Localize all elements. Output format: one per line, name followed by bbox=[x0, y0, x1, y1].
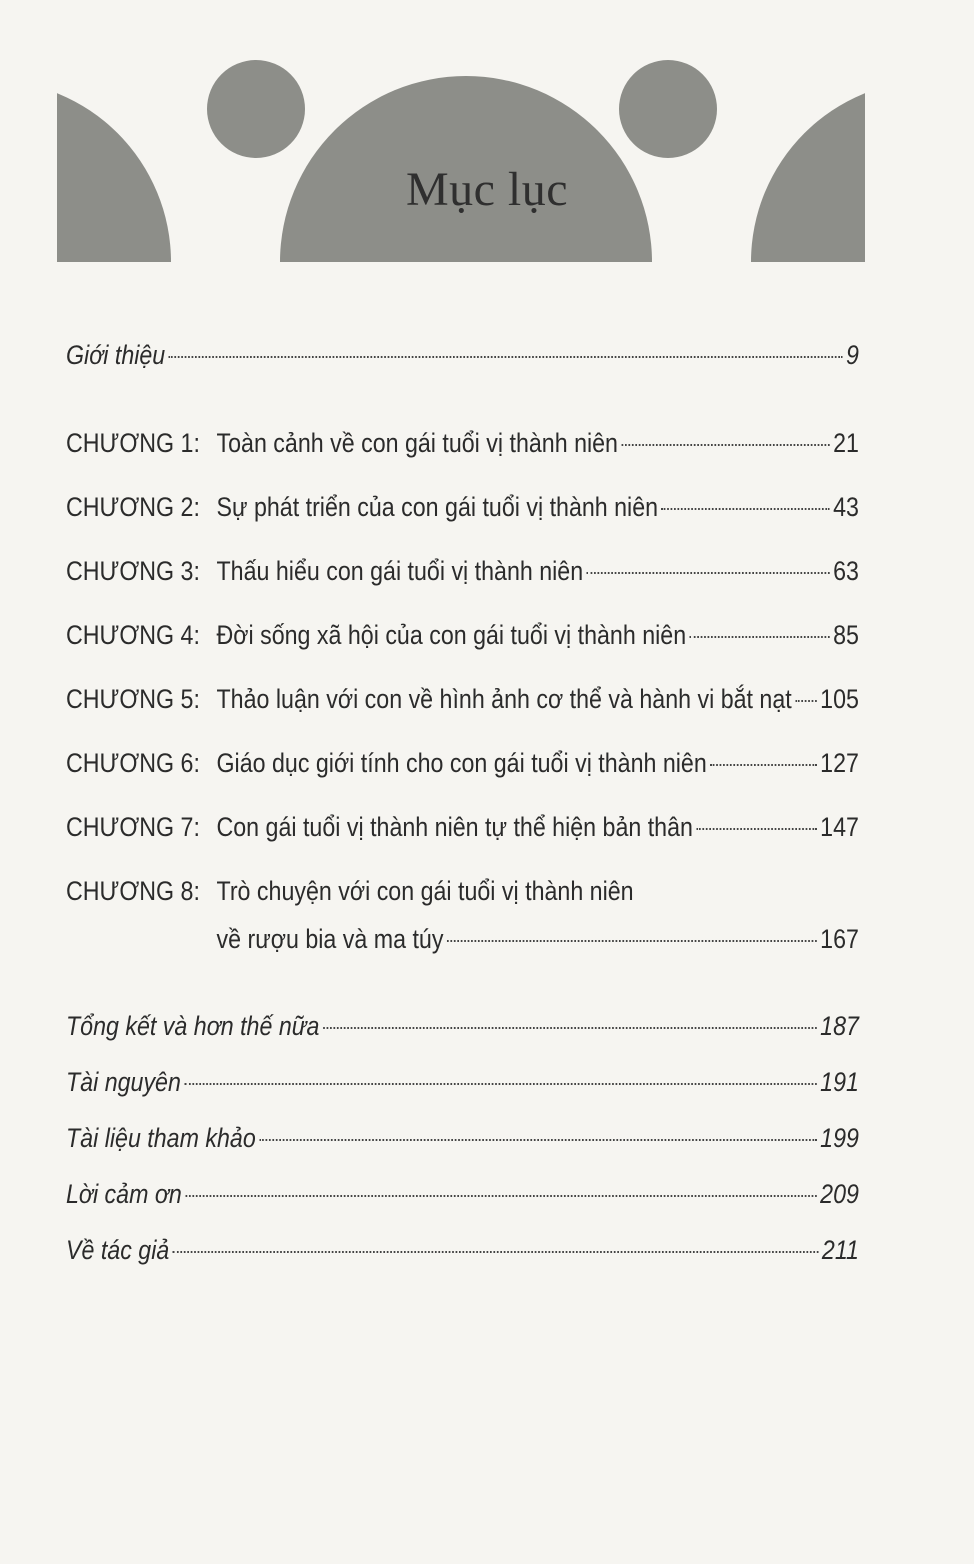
page-title: Mục lục bbox=[405, 163, 569, 216]
toc-entry-title: Tài nguyên bbox=[66, 1067, 181, 1097]
toc-page-number: 9 bbox=[845, 340, 859, 370]
dot-leader bbox=[696, 828, 816, 830]
chapter-label: CHƯƠNG 2: bbox=[66, 492, 200, 522]
dot-leader bbox=[173, 1251, 819, 1253]
chapter-label: CHƯƠNG 5: bbox=[66, 684, 200, 714]
chapter-label: CHƯƠNG 1: bbox=[66, 428, 200, 458]
toc-chapter-7[interactable] bbox=[66, 809, 859, 845]
dot-leader bbox=[185, 1195, 816, 1197]
dot-leader bbox=[587, 572, 830, 574]
toc-page-number: 167 bbox=[820, 924, 859, 954]
toc-page-number: 191 bbox=[820, 1067, 859, 1097]
toc-entry-title: Lời cảm ơn bbox=[66, 1179, 182, 1209]
toc-chapter-3[interactable] bbox=[66, 553, 859, 589]
toc-back-entry-acknowledgements[interactable] bbox=[66, 1176, 859, 1212]
dot-leader bbox=[184, 1083, 816, 1085]
toc-entry-title: Thảo luận với con về hình ảnh cơ thể và hành vi bắt nạt bbox=[216, 684, 792, 714]
toc-page-number: 127 bbox=[820, 748, 859, 778]
toc-page-number: 209 bbox=[820, 1179, 859, 1209]
toc-page-number: 187 bbox=[820, 1011, 859, 1041]
toc-entry-title: Giới thiệu bbox=[66, 340, 166, 370]
toc-page-number: 21 bbox=[833, 428, 859, 458]
toc-page-number: 147 bbox=[820, 812, 859, 842]
toc-chapter-2[interactable] bbox=[66, 489, 859, 525]
chapter-label: CHƯƠNG 7: bbox=[66, 812, 200, 842]
toc-entry-title: Toàn cảnh về con gái tuổi vị thành niên bbox=[216, 428, 618, 458]
toc-entry-title: Tổng kết và hơn thế nữa bbox=[66, 1011, 320, 1041]
left-dot-shape bbox=[207, 60, 305, 158]
toc-chapter-6[interactable] bbox=[66, 745, 859, 781]
toc-page-number: 105 bbox=[820, 684, 859, 714]
toc-back-entry-resources[interactable] bbox=[66, 1064, 859, 1100]
toc-page-number: 43 bbox=[833, 492, 859, 522]
toc-entry-title: Đời sống xã hội của con gái tuổi vị thành niên bbox=[216, 620, 687, 650]
toc-back-entry-summary[interactable] bbox=[66, 1008, 859, 1044]
dot-leader bbox=[710, 764, 817, 766]
dot-leader bbox=[259, 1139, 817, 1141]
header-decoration bbox=[0, 0, 974, 280]
toc-back-entry-about-author[interactable] bbox=[66, 1232, 859, 1268]
toc-page-number: 63 bbox=[833, 556, 859, 586]
toc-chapter-4[interactable] bbox=[66, 617, 859, 653]
chapter-label: CHƯƠNG 6: bbox=[66, 748, 200, 778]
dot-leader bbox=[447, 940, 817, 942]
toc-page-number: 85 bbox=[833, 620, 859, 650]
toc-entry-title: Con gái tuổi vị thành niên tự thể hiện bản thân bbox=[216, 812, 693, 842]
dot-leader bbox=[795, 700, 817, 702]
toc-entry-title: Về tác giả bbox=[66, 1235, 170, 1265]
toc-chapter-5[interactable] bbox=[66, 681, 859, 717]
toc-chapter-8-line2[interactable] bbox=[66, 921, 859, 957]
dot-leader bbox=[690, 636, 830, 638]
toc-page-number: 211 bbox=[821, 1235, 859, 1265]
toc-chapter-8[interactable] bbox=[66, 873, 859, 909]
dot-leader bbox=[323, 1027, 817, 1029]
toc-page-number: 199 bbox=[820, 1123, 859, 1153]
toc-entry-title: Trò chuyện với con gái tuổi vị thành niên bbox=[216, 876, 634, 906]
right-dot-shape bbox=[619, 60, 717, 158]
toc-entry-title: Giáo dục giới tính cho con gái tuổi vị thành niên bbox=[216, 748, 707, 778]
chapter-label: CHƯƠNG 4: bbox=[66, 620, 200, 650]
dot-leader bbox=[661, 508, 829, 510]
chapter-label: CHƯƠNG 8: bbox=[66, 876, 200, 906]
toc-back-entry-references[interactable] bbox=[66, 1120, 859, 1156]
toc-intro-entry[interactable] bbox=[66, 337, 859, 373]
toc-chapter-1[interactable] bbox=[66, 425, 859, 461]
toc-entry-title-continued: về rượu bia và ma túy bbox=[216, 924, 444, 954]
chapter-label: CHƯƠNG 3: bbox=[66, 556, 200, 586]
dot-leader bbox=[169, 356, 843, 358]
toc-entry-title: Tài liệu tham khảo bbox=[66, 1123, 256, 1153]
toc-entry-title: Thấu hiểu con gái tuổi vị thành niên bbox=[216, 556, 584, 586]
dot-leader bbox=[621, 444, 829, 446]
toc-entry-title: Sự phát triển của con gái tuổi vị thành niên bbox=[216, 492, 659, 522]
